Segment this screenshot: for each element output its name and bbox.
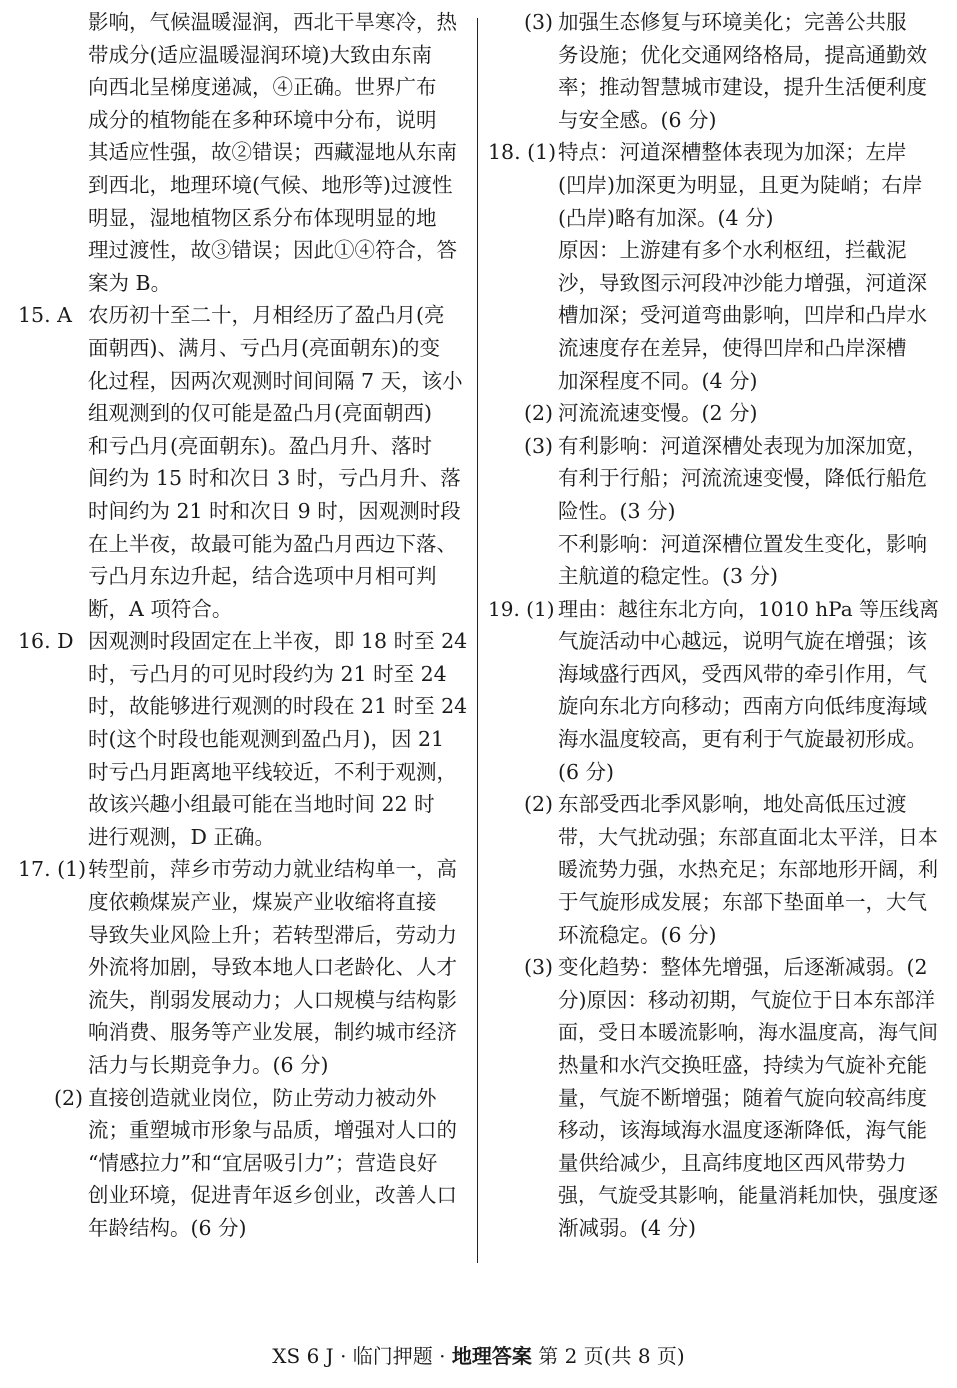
text-line [488,104,940,137]
line-text: 热量和水汽交换旺盛，持续为气旋补充能 [558,1053,927,1077]
line-text: 移动，该海域海水温度逐渐降低，海气能 [558,1118,927,1143]
line-text: 间约为 15 时和次日 3 时，亏凸月升、落 [88,466,461,491]
question-number: 16. D [18,629,74,654]
line-text: 务设施；优化交通网络格局，提高通勤效 [558,42,927,67]
text-line [488,136,940,169]
line-text: 影响，气候温暖湿润，西北干旱寒冷，热 [88,10,457,34]
line-text: 直接创造就业岗位，防止劳动力被动外 [88,1085,437,1110]
text-line [18,1016,470,1049]
text-line [18,853,470,886]
footer-separator: · [439,1344,446,1368]
line-text: 时(这个时段也能观测到盈凸月)，因 21 [88,727,445,752]
text-line [18,723,470,756]
line-text: 流；重塑城市形象与品质，增强对人口的 [88,1118,457,1143]
text-line [18,625,470,658]
text-line [488,1049,940,1082]
line-text: 时亏凸月距离地平线较近，不利于观测， [88,759,457,784]
line-text: 组观测到的仅可能是盈凸月(亮面朝西) [88,401,432,426]
text-line [18,71,470,104]
text-line [488,853,940,886]
question-number: (2) [54,1085,84,1110]
line-text: 河流流速变慢。(2 分) [558,401,758,426]
footer-series-name: 临门押题 [352,1344,433,1368]
line-text: 有利于行船；河流流速变慢，降低行船危 [558,466,927,491]
text-line [488,1179,940,1212]
text-line [488,430,940,463]
text-line [488,39,940,72]
line-text: 加深程度不同。(4 分) [558,368,758,393]
line-text: 量，气旋不断增强；随着气旋向较高纬度 [558,1085,927,1110]
text-line [488,593,940,626]
text-line [18,1212,470,1245]
line-text: 年龄结构。(6 分) [88,1215,247,1240]
text-line [488,821,940,854]
line-text: 险性。(3 分) [558,498,676,523]
text-line [488,169,940,202]
text-line [18,1147,470,1180]
question-number: 15. A [18,303,72,328]
line-text: 外流将加剧，导致本地人口老龄化、人才 [88,955,457,980]
text-line [18,430,470,463]
text-line [18,234,470,267]
line-text: 理过渡性，故③错误；因此①④符合，答 [88,238,457,263]
left-column [18,6,470,1245]
text-line [18,202,470,235]
text-line [488,202,940,235]
text-line [18,6,470,39]
line-text: 量供给减少，且高纬度地区西风带势力 [558,1150,907,1175]
line-text: 与安全感。(6 分) [558,107,717,132]
line-text: (凸岸)略有加深。(4 分) [558,205,774,230]
text-line [488,788,940,821]
line-text: 强，气旋受其影响，能量消耗加快，强度逐 [558,1183,938,1208]
line-text: 东部受西北季风影响，地处高低压过渡 [558,792,907,817]
text-line [18,495,470,528]
text-line [18,267,470,300]
text-line [488,6,940,39]
question-number: (3) [524,10,554,34]
text-line [18,984,470,1017]
text-line [18,397,470,430]
text-line [488,495,940,528]
line-text: 渐减弱。(4 分) [558,1215,697,1240]
line-text: 流速度存在差异，使得凹岸和凸岸深槽 [558,335,907,360]
text-line [18,593,470,626]
text-line [488,267,940,300]
line-text: 案为 B。 [88,270,172,295]
text-line [488,1016,940,1049]
line-text: (6 分) [558,759,615,784]
question-number: (3) [524,955,554,980]
footer-code: XS 6 J [272,1344,334,1368]
line-text: 槽加深；受河道弯曲影响，凹岸和凸岸水 [558,303,927,328]
text-line [488,919,940,952]
text-line [488,462,940,495]
line-text: 度依赖煤炭产业，煤炭产业收缩将直接 [88,890,437,915]
question-number: 18. (1) [488,140,557,165]
text-line [18,560,470,593]
question-number: (3) [524,433,554,458]
line-text: (凹岸)加深更为明显，且更为陡峭；右岸 [558,172,923,197]
line-text: 于气旋形成发展；东部下垫面单一，大气 [558,890,927,915]
text-line [18,136,470,169]
line-text: 环流稳定。(6 分) [558,922,717,947]
text-line [488,723,940,756]
text-line [18,462,470,495]
text-line [488,951,940,984]
text-line [488,528,940,561]
line-text: 在上半夜，故最可能为盈凸月西边下落、 [88,531,457,556]
text-line [18,756,470,789]
line-text: 气旋活动中心越远，说明气旋在增强；该 [558,629,927,654]
question-number: (2) [524,401,554,426]
line-text: 面朝西)、满月、亏凸月(亮面朝东)的变 [88,335,440,360]
text-line [488,984,940,1017]
text-line [488,690,940,723]
text-line [488,397,940,430]
line-text: 和亏凸月(亮面朝东)。盈凸月升、落时 [88,433,432,458]
right-column [488,6,940,1245]
text-line [18,690,470,723]
line-text: 时，亏凸月的可见时段约为 21 时至 24 [88,661,447,686]
line-text: 流失，削弱发展动力；人口规模与结构影 [88,987,457,1012]
line-text: 理由：越往东北方向，1010 hPa 等压线离 [558,596,939,621]
line-text: 暖流势力强，水热充足；东部地形开阔，利 [558,857,938,882]
line-text: 农历初十至二十，月相经历了盈凸月(亮 [88,303,445,328]
text-line [18,788,470,821]
line-text: 旋向东北方向移动；西南方向低纬度海域 [558,694,927,719]
text-line [18,1179,470,1212]
question-number: (2) [524,792,554,817]
line-text: 明显，湿地植物区系分布体现明显的地 [88,205,437,230]
text-line [488,1147,940,1180]
text-line [488,1082,940,1115]
line-text: 面，受日本暖流影响，海水温度高，海气间 [558,1020,938,1045]
text-line [488,886,940,919]
text-line [18,951,470,984]
line-text: 导致失业风险上升；若转型滞后，劳动力 [88,922,457,947]
text-line [18,1114,470,1147]
line-text: 进行观测，D 正确。 [88,824,275,849]
line-text: 时间约为 21 时和次日 9 时，因观测时段 [88,498,461,523]
line-text: 原因：上游建有多个水利枢纽，拦截泥 [558,238,907,263]
line-text: 变化趋势：整体先增强，后逐渐减弱。(2 [558,955,928,980]
line-text: 带，大气扰动强；东部直面北太平洋，日本 [558,824,938,849]
line-text: 带成分(适应温暖湿润环境)大致由东南 [88,42,432,67]
line-text: 有利影响：河道深槽处表现为加深加宽， [558,433,927,458]
line-text: 加强生态修复与环境美化；完善公共服 [558,10,907,34]
text-line [488,71,940,104]
line-text: 因观测时段固定在上半夜，即 18 时至 24 [88,629,468,654]
line-text: 海域盛行西风，受西风带的牵引作用，气 [558,661,927,686]
text-line [488,365,940,398]
line-text: 到西北，地理环境(气候、地形等)过渡性 [88,172,453,197]
text-line [18,365,470,398]
line-text: 创业环境，促进青年返乡创业，改善人口 [88,1183,457,1208]
line-text: 活力与长期竞争力。(6 分) [88,1053,329,1077]
question-number: 17. (1) [18,857,87,882]
line-text: 断，A 项符合。 [88,596,233,621]
text-line [18,658,470,691]
text-line [488,658,940,691]
line-text: 时，故能够进行观测的时段在 21 时至 24 [88,694,468,719]
line-text: 率；推动智慧城市建设，提升生活便利度 [558,75,927,100]
line-text: 海水温度较高，更有利于气旋最初形成。 [558,727,927,752]
text-line [18,919,470,952]
line-text: 成分的植物能在多种环境中分布，说明 [88,107,437,132]
text-line [18,886,470,919]
text-line [488,1212,940,1245]
line-text: 转型前，萍乡市劳动力就业结构单一，高 [88,857,457,882]
line-text: 分)原因：移动初期，气旋位于日本东部洋 [558,987,935,1012]
footer-separator: · [340,1344,347,1368]
line-text: 化过程，因两次观测时间间隔 7 天，该小 [88,368,463,393]
line-text: 故该兴趣小组最可能在当地时间 22 时 [88,792,435,817]
line-text: “情感拉力”和“宜居吸引力”；营造良好 [88,1150,438,1175]
page-footer [0,1342,957,1370]
question-number: 19. (1) [488,596,555,621]
line-text: 亏凸月东边升起，结合选项中月相可判 [88,564,437,589]
line-text: 沙，导致图示河段冲沙能力增强，河道深 [558,270,927,295]
text-line [488,560,940,593]
line-text: 不利影响：河道深槽位置发生变化，影响 [558,531,927,556]
text-line [18,299,470,332]
footer-subject: 地理答案 [451,1344,532,1368]
footer-page-number: 第 2 页(共 8 页) [538,1344,685,1368]
text-line [488,756,940,789]
text-line [18,169,470,202]
line-text: 向西北呈梯度递减，④正确。世界广布 [88,75,437,100]
text-line [18,1049,470,1082]
text-line [18,104,470,137]
line-text: 主航道的稳定性。(3 分) [558,564,779,589]
text-line [18,528,470,561]
text-line [18,821,470,854]
line-text: 其适应性强，故②错误；西藏湿地从东南 [88,140,457,165]
text-line [488,625,940,658]
text-line [488,234,940,267]
text-line [18,332,470,365]
column-divider [477,18,478,1263]
text-line [18,1082,470,1115]
line-text: 特点：河道深槽整体表现为加深；左岸 [558,140,907,165]
text-line [488,332,940,365]
text-line [488,1114,940,1147]
text-line [488,299,940,332]
line-text: 响消费、服务等产业发展，制约城市经济 [88,1020,457,1045]
text-line [18,39,470,72]
